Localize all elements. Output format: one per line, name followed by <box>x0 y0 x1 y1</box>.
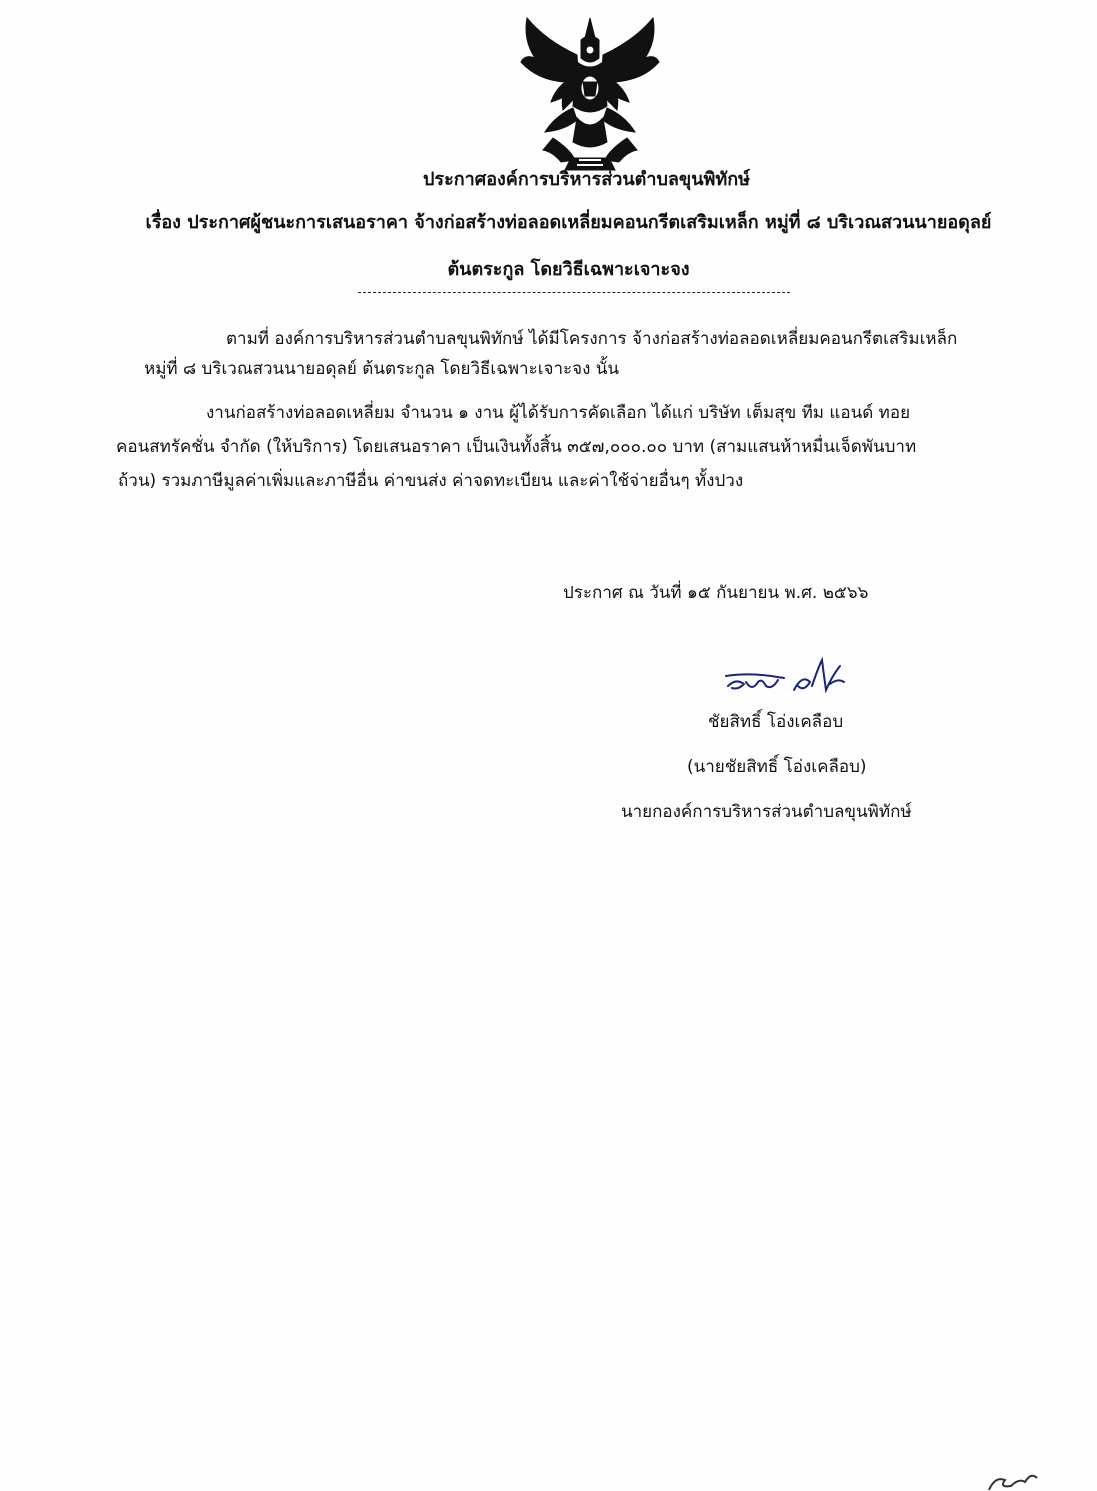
body-paragraph-2: งานก่อสร้างท่อลอดเหลี่ยม จำนวน ๑ งาน ผู้ได้รับการคัดเลือก ได้แก่ บริษัท เต็มสุข ทีม แอนด์ ทอย <box>206 403 911 423</box>
body-paragraph-1: ตามที่ องค์การบริหารส่วนตำบลขุนพิทักษ์ ได้มีโครงการ จ้างก่อสร้างท่อลอดเหลี่ยมคอนกรีตเสริมเหล็ก <box>226 329 958 349</box>
subject-line-continued: ต้นตระกูล โดยวิธีเฉพาะเจาะจง <box>447 259 690 280</box>
subject-line: เรื่อง ประกาศผู้ชนะการเสนอราคา จ้างก่อสร้างท่อลอดเหลี่ยมคอนกรีตเสริมเหล็ก หมู่ที่ ๘ บริเวณสวนนายอดุลย์ <box>145 212 992 233</box>
body-paragraph-2-continued: คอนสทรัคชั่น จำกัด (ให้บริการ) โดยเสนอราคา เป็นเงินทั้งสิ้น ๓๕๗,๐๐๐.๐๐ บาท (สามแสนห้าหมื่นเจ็ดพันบาท <box>116 437 917 457</box>
body-paragraph-1-continued: หมู่ที่ ๘ บริเวณสวนนายอดุลย์ ต้นตระกูล โดยวิธีเฉพาะเจาะจง นั้น <box>144 359 620 379</box>
divider <box>358 292 790 293</box>
body-paragraph-2-continued-2: ถ้วน) รวมภาษีมูลค่าเพิ่มและภาษีอื่น ค่าขนส่ง ค่าจดทะเบียน และค่าใช้จ่ายอื่นๆ ทั้งปวง <box>118 471 744 491</box>
garuda-emblem-icon <box>515 10 665 175</box>
signatory-full-name: (นายชัยสิทธิ์ โอ่งเคลือบ) <box>687 757 867 777</box>
page-corner-mark-icon <box>985 1468 1045 1491</box>
handwritten-signature-icon <box>722 656 852 706</box>
announcement-date: ประกาศ ณ วันที่ ๑๕ กันยายน พ.ศ. ๒๕๖๖ <box>563 583 869 603</box>
signatory-position: นายกองค์การบริหารส่วนตำบลขุนพิทักษ์ <box>621 802 912 822</box>
signatory-name: ชัยสิทธิ์ โอ่งเคลือบ <box>708 712 844 732</box>
announcement-title: ประกาศองค์การบริหารส่วนตำบลขุนพิทักษ์ <box>423 169 750 190</box>
